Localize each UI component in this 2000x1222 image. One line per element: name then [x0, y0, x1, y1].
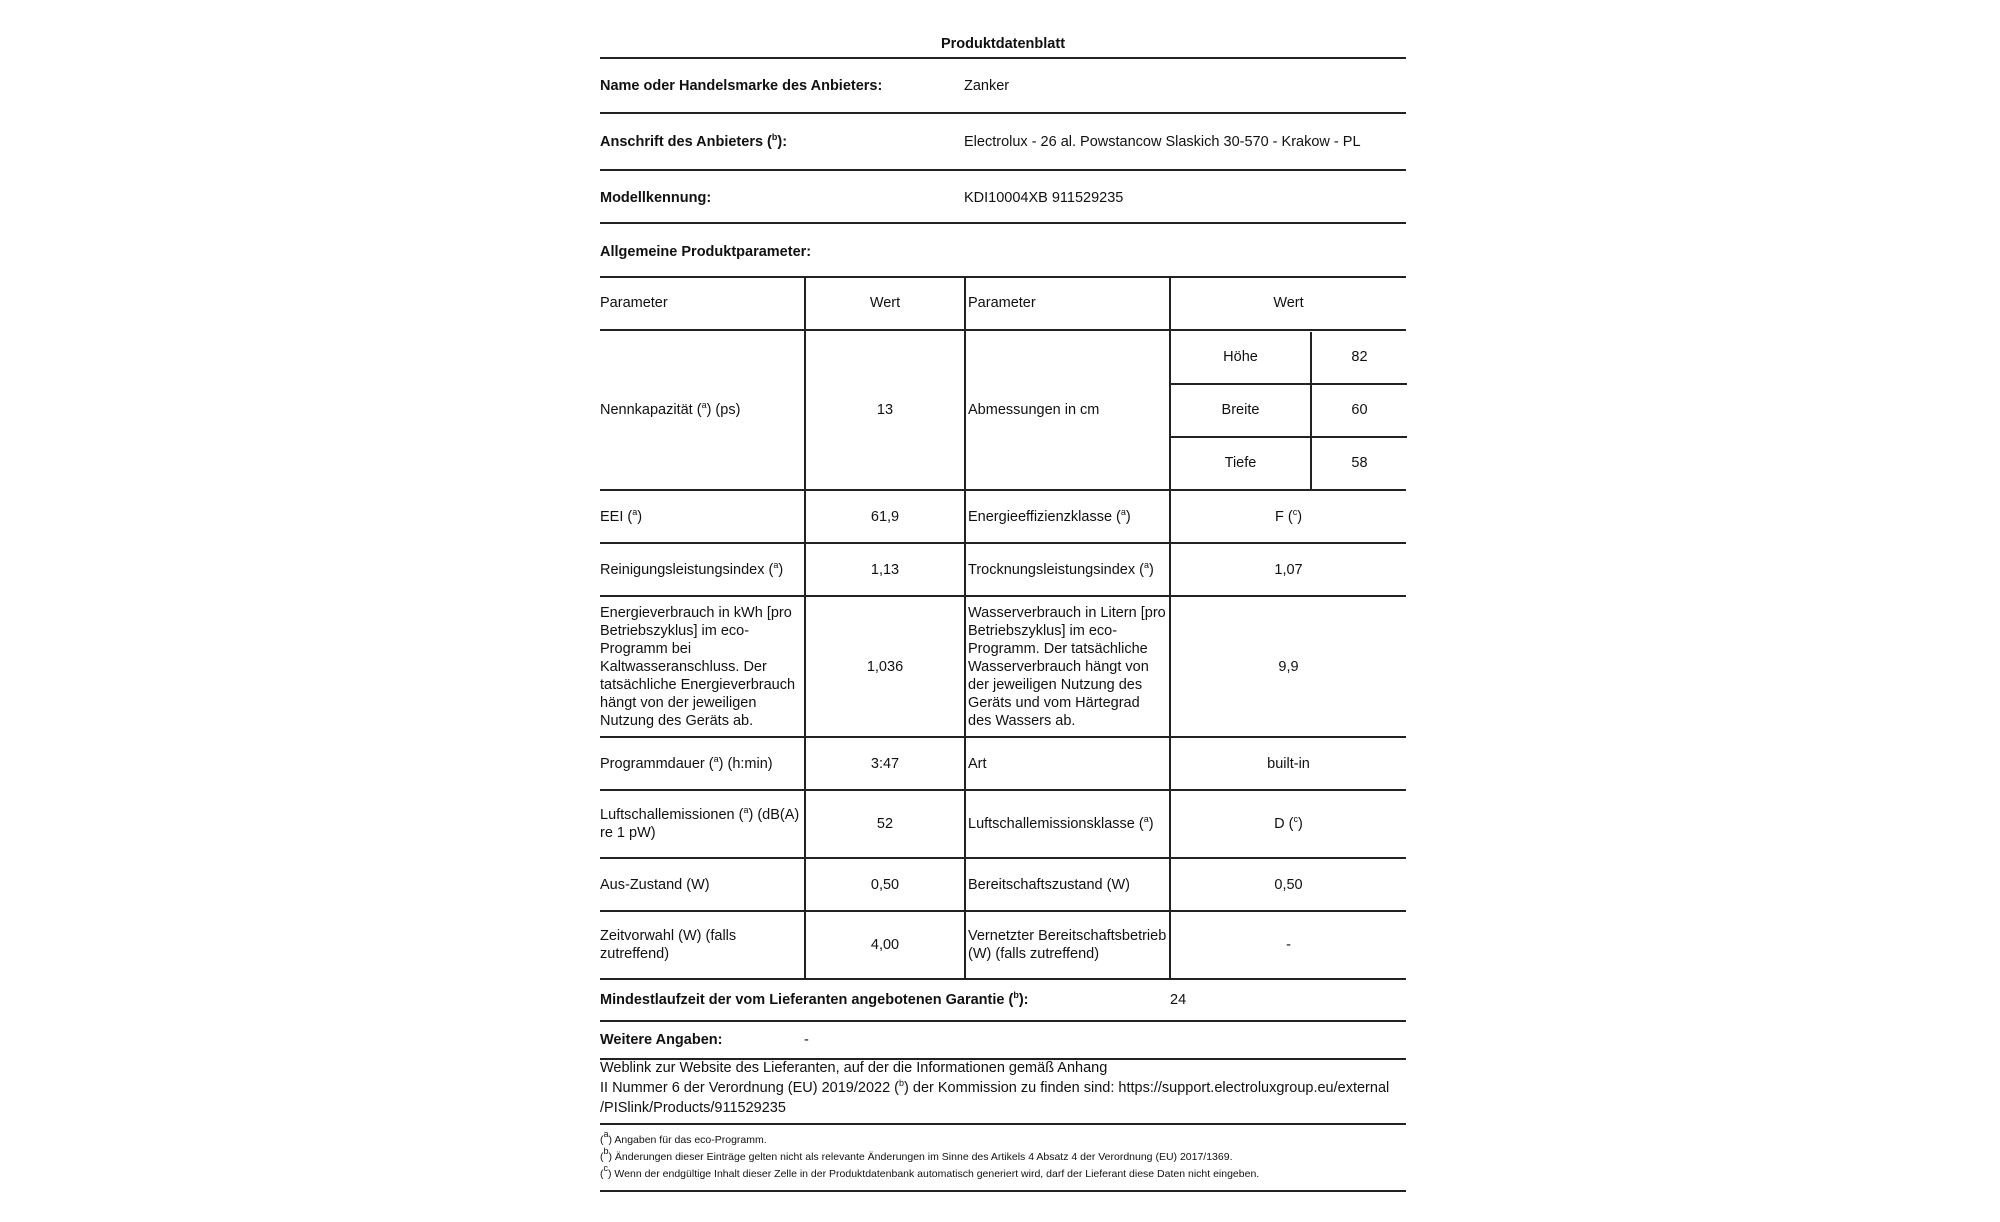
address-value: Electrolux - 26 al. Powstancow Slaskich 30-570 - Krakow - PL — [964, 134, 1361, 150]
standby-label: Bereitschaftszustand (W) — [965, 858, 1170, 911]
divider — [600, 169, 1406, 171]
weblink-text — [600, 1058, 1406, 1118]
dimensions-label: Abmessungen in cm — [965, 330, 1170, 490]
standby-value: 0,50 — [1170, 858, 1406, 911]
noise-value: 52 — [805, 790, 965, 858]
column-header: Wert — [1170, 276, 1406, 330]
height-label: Höhe — [1171, 332, 1311, 384]
sheet-title: Produktdatenblatt — [940, 36, 1066, 52]
divider — [600, 222, 1406, 224]
model-label: Modellkennung: — [600, 190, 712, 206]
column-header: Wert — [805, 276, 965, 330]
table-row — [600, 911, 1406, 979]
depth-value: 58 — [1351, 455, 1368, 471]
energy-class-label: Energieeffizienzklasse ($^a$) — [965, 490, 1170, 543]
program-duration-label: Programmdauer ($^a$) (h:min) — [600, 737, 805, 790]
general-parameters-heading: Allgemeine Produktparameter: — [600, 244, 812, 260]
table-row — [600, 737, 1406, 790]
model-value: KDI10004XB 911529235 — [964, 190, 1124, 206]
program-duration-value: 3:47 — [805, 737, 965, 790]
column-header: Parameter — [965, 276, 1170, 330]
footnote: ($^a$) Angaben für das eco-Programm. — [600, 1129, 767, 1146]
table-row — [600, 858, 1406, 911]
delay-start-label: Zeitvorwahl (W) (falls zutreffend) — [600, 911, 805, 979]
network-standby-label: Vernetzter Bereitschaftsbetrieb (W) (falls zutreffend) — [965, 911, 1170, 979]
cleaning-index-label: Reinigungsleistungsindex ($^a$) — [600, 543, 805, 596]
footnote: ($^b$) Änderungen dieser Einträge gelten nicht als relevante Änderungen im Sinne des Artikels 4 Absatz 4 der Verordnung (EU) 2017/1369. — [600, 1146, 1233, 1163]
warranty-label: Mindestlaufzeit der vom Lieferanten angebotenen Garantie ($^b$): — [600, 990, 1029, 1008]
warranty-value: 24 — [1170, 992, 1187, 1008]
drying-index-label: Trocknungsleistungsindex ($^a$) — [965, 543, 1170, 596]
supplier-label: Name oder Handelsmarke des Anbieters: — [600, 78, 883, 94]
further-info-label: Weitere Angaben: — [600, 1032, 723, 1048]
capacity-value: 13 — [805, 330, 965, 490]
noise-class-label: Luftschallemissionsklasse ($^a$) — [965, 790, 1170, 858]
noise-class-value: D ($^c$) — [1170, 790, 1406, 858]
network-standby-value: - — [1170, 911, 1406, 979]
weblink-line: /PISlink/Products/911529235 — [600, 1100, 786, 1116]
weblink-line: II Nummer 6 der Verordnung (EU) 2019/2022 ($^b$) der Kommission zu finden sind: https://support.electroluxgroup.eu/external — [600, 1078, 1390, 1096]
footnotes — [600, 1129, 1406, 1183]
type-value: built-in — [1170, 737, 1406, 790]
cleaning-index-value: 1,13 — [805, 543, 965, 596]
divider — [600, 1123, 1406, 1125]
further-info-value: - — [804, 1032, 809, 1048]
table-row — [600, 790, 1406, 858]
dimensions-values — [1170, 330, 1406, 490]
width-value: 60 — [1311, 384, 1407, 437]
product-data-sheet — [600, 0, 1406, 1222]
divider — [600, 1020, 1406, 1022]
divider — [600, 112, 1406, 114]
divider — [600, 1190, 1406, 1192]
depth-label: Tiefe — [1171, 437, 1311, 489]
type-label: Art — [965, 737, 1170, 790]
energy-consumption-value: 1,036 — [805, 596, 965, 737]
water-consumption-value: 9,9 — [1170, 596, 1406, 737]
noise-label: Luftschallemissionen ($^a$) (dB(A) re 1 pW) — [600, 790, 805, 858]
eei-label: EEI ($^a$) — [600, 490, 805, 543]
water-consumption-label: Wasserverbrauch in Litern [pro Betriebszyklus] im eco-Programm. Der tatsächliche Wasserverbrauch hängt von der jeweiligen Nutzung des Geräts und vom Härtegrad des Wassers ab. — [965, 596, 1170, 737]
table-header-row — [600, 276, 1406, 330]
off-mode-value: 0,50 — [805, 858, 965, 911]
energy-class-value: F ($^c$) — [1170, 490, 1406, 543]
footnote: ($^c$) Wenn der endgültige Inhalt dieser Zelle in der Produktdatenbank automatisch generiert wird, darf der Lieferant diese Daten nicht eingeben. — [600, 1163, 1260, 1180]
height-value: 82 — [1311, 332, 1407, 384]
width-label: Breite — [1171, 384, 1311, 437]
delay-start-value: 4,00 — [805, 911, 965, 979]
address-label: Anschrift des Anbieters ($^b$): — [600, 132, 788, 150]
column-header: Parameter — [600, 276, 805, 330]
supplier-value: Zanker — [964, 78, 1010, 94]
table-row — [600, 543, 1406, 596]
capacity-label: Nennkapazität ($^a$) (ps) — [600, 330, 805, 490]
table-row — [600, 596, 1406, 737]
off-mode-label: Aus-Zustand (W) — [600, 858, 805, 911]
drying-index-value: 1,07 — [1170, 543, 1406, 596]
energy-consumption-label: Energieverbrauch in kWh [pro Betriebszyklus] im eco-Programm bei Kaltwasseranschluss. Der tatsächliche Energieverbrauch hängt von der jeweiligen Nutzung des Geräts ab. — [600, 596, 805, 737]
eei-value: 61,9 — [805, 490, 965, 543]
table-row — [600, 330, 1406, 490]
divider — [600, 57, 1406, 59]
weblink-line: Weblink zur Website des Lieferanten, auf der die Informationen gemäß Anhang — [600, 1060, 1108, 1076]
table-row — [600, 490, 1406, 543]
parameters-table — [600, 276, 1406, 980]
